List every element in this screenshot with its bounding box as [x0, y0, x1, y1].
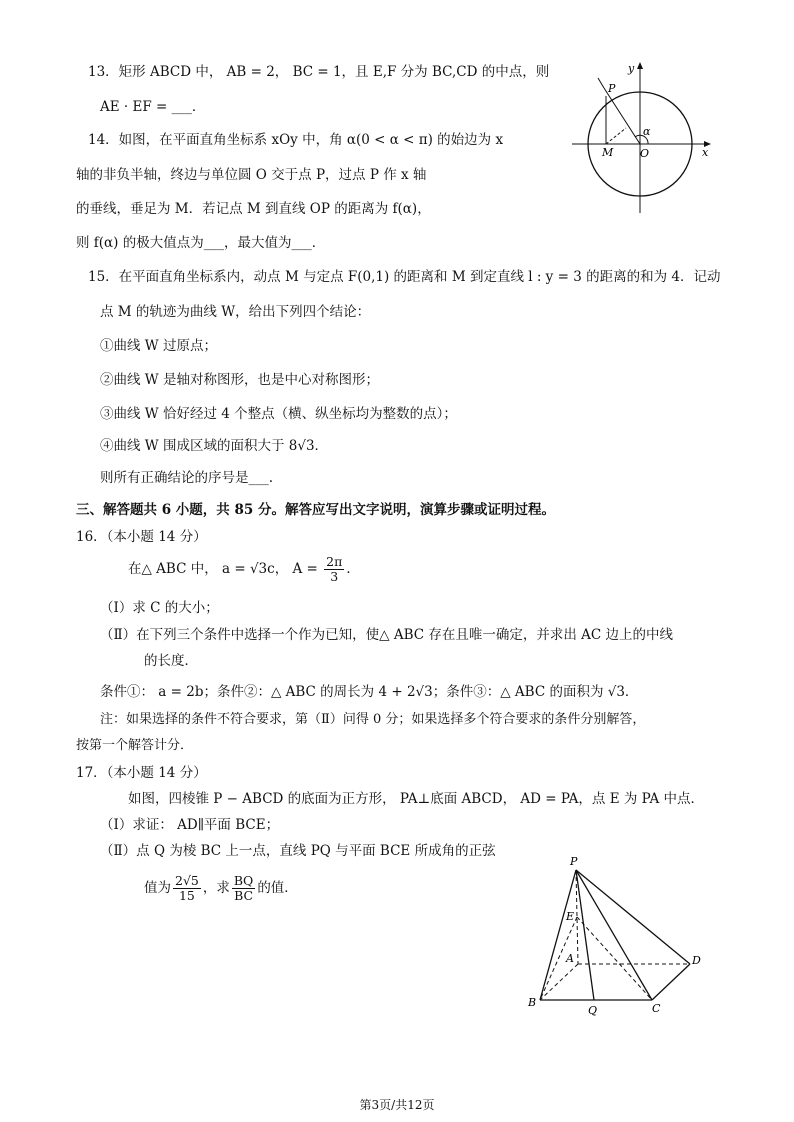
q17-title: 17．（本小题 14 分） [76, 765, 207, 781]
q17-value-suffix: 的值． [257, 880, 298, 896]
q17-stem: 如图，四棱锥 P − ABCD 的底面为正方形， PA⊥底面 ABCD， AD = PA，点 E 为 PA 中点． [128, 791, 705, 807]
q16-part2-line1: （Ⅱ）在下列三个条件中选择一个作为已知，使△ ABC 存在且唯一确定，并求出 AC 边上的中线 [100, 627, 674, 643]
q17-value [144, 868, 298, 908]
q13-line2: AE · EF = ___． [100, 99, 206, 115]
q17-value-prefix: 值为 [144, 880, 171, 896]
label-D: D [692, 954, 701, 967]
q16-given-prefix: 在△ ABC 中， a = √3c， A = [128, 561, 323, 577]
q17-part1: （Ⅰ）求证： AD∥平面 BCE； [100, 817, 280, 833]
q14-unit-circle-figure [568, 58, 718, 218]
edge-CD [652, 964, 690, 1000]
q15-line1: 15．在平面直角坐标系内，动点 M 与定点 F(0,1) 的距离和 M 到定直线 l : y = 3 的距离的和为 4．记动 [88, 269, 721, 285]
edge-PC [576, 870, 652, 1000]
q16-conditions: 条件①： a = 2b；条件②：△ ABC 的周长为 4 + 2√3；条件③：△ ABC 的面积为 √3． [100, 684, 639, 700]
edge-PD [576, 870, 690, 964]
section3-heading: 三、解答题共 6 小题，共 85 分。解答应写出文字说明，演算步骤或证明过程。 [76, 502, 555, 518]
q17-ratio-numerator: BQ [233, 873, 254, 888]
q16-given-suffix: ． [346, 561, 360, 577]
q13-line1: 13．矩形 ABCD 中， AB = 2， BC = 1，且 E,F 分为 BC,CD 的中点，则 [88, 64, 550, 80]
q17-ratio-denominator: BC [234, 888, 254, 903]
terminal-side-OP [604, 88, 640, 144]
terminal-extension [598, 78, 604, 88]
label-B: B [528, 996, 537, 1009]
y-axis-arrow [637, 62, 643, 69]
q16-part2-line2: 的长度． [144, 653, 198, 669]
q17-sine-fraction [173, 874, 201, 903]
q16-angle-numerator: 2π [326, 554, 343, 569]
distance-dash [606, 128, 626, 144]
label-O: O [640, 147, 650, 160]
q15-conclusion: 则所有正确结论的序号是___. [100, 470, 274, 486]
label-y: y [628, 62, 635, 75]
q17-part2: （Ⅱ）点 Q 为棱 BC 上一点，直线 PQ 与平面 BCE 所成角的正弦 [100, 843, 496, 859]
q16-angle-fraction [324, 555, 344, 584]
q15-option-3: ③曲线 W 恰好经过 4 个整点（横、纵坐标均为整数的点）； [100, 406, 457, 422]
q15-option-1: ①曲线 W 过原点； [100, 338, 217, 354]
label-x: x [702, 146, 709, 159]
q16-angle-denominator: 3 [330, 569, 339, 584]
label-P: P [608, 82, 616, 95]
label-M: M [602, 146, 614, 159]
q17-ratio-fraction [232, 874, 255, 903]
label-A: A [566, 952, 574, 965]
label-E: E [566, 910, 575, 923]
q16-part1: （Ⅰ）求 C 的大小； [100, 600, 219, 616]
q17-pyramid-figure [524, 852, 714, 1022]
q17-sine-numerator: 2√5 [175, 873, 199, 888]
label-Q: Q [588, 1004, 598, 1017]
q14-line3: 的垂线，垂足为 M．若记点 M 到直线 OP 的距离为 f(α)， [76, 201, 431, 217]
q17-sine-denominator: 15 [178, 888, 195, 903]
q17-value-mid: ，求 [202, 880, 230, 896]
q14-line2: 轴的非负半轴，终边与单位圆 O 交于点 P，过点 P 作 x 轴 [76, 167, 427, 183]
q15-option-4: ④曲线 W 围成区域的面积大于 8√3． [100, 438, 329, 454]
label-P: P [570, 855, 578, 868]
q16-given [128, 552, 360, 586]
edge-AB [540, 964, 578, 1000]
q14-line1: 14．如图，在平面直角坐标系 xOy 中，角 α(0 < α < π) 的始边为 x [88, 132, 504, 148]
label-C: C [652, 1002, 661, 1015]
q15-line2: 点 M 的轨迹为曲线 W，给出下列四个结论： [100, 304, 371, 320]
page-footer: 第3页/共12页 [359, 1098, 435, 1112]
q14-line4: 则 f(α) 的极大值点为___，最大值为___． [76, 235, 326, 251]
q15-option-2: ②曲线 W 是轴对称图形，也是中心对称图形； [100, 372, 379, 388]
edge-PB [540, 870, 576, 1000]
q16-title: 16．（本小题 14 分） [76, 529, 207, 545]
q16-note-line1: 注：如果选择的条件不符合要求，第（Ⅱ）问得 0 分；如果选择多个符合要求的条件分别解答， [100, 712, 646, 727]
label-alpha: α [643, 125, 651, 138]
edge-PQ [576, 870, 594, 1000]
q16-note-line2: 按第一个解答计分． [76, 738, 194, 753]
